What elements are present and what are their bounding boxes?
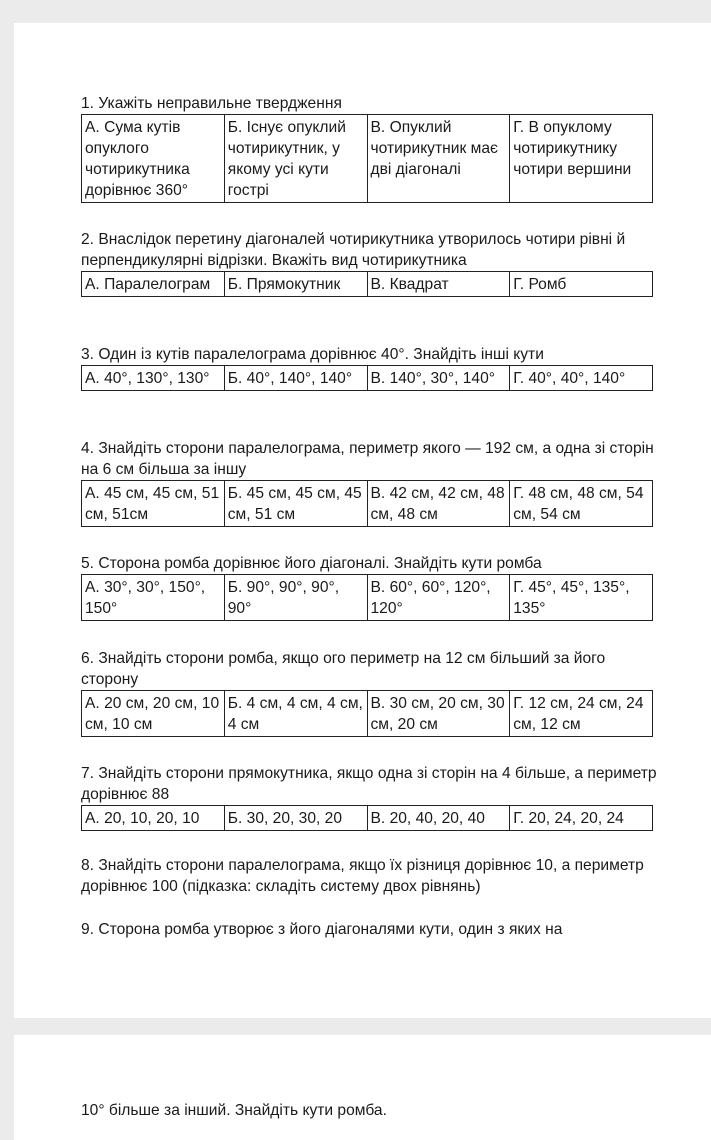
- option-c: В. 140°, 30°, 140°: [367, 366, 510, 391]
- question-1: [81, 93, 665, 203]
- question-5: [81, 553, 665, 621]
- option-a: А. 20 см, 20 см, 10 см, 10 см: [82, 691, 225, 737]
- option-b: Б. 40°, 140°, 140°: [224, 366, 367, 391]
- question-3: [81, 344, 665, 391]
- option-d: Г. 40°, 40°, 140°: [510, 366, 653, 391]
- option-a: А. 20, 10, 20, 10: [82, 806, 225, 831]
- question-6: [81, 648, 665, 737]
- question-text: 9. Сторона ромба утворює з його діагоналями кути, один з яких на: [81, 921, 563, 938]
- option-d: Г. 45°, 45°, 135°, 135°: [510, 575, 653, 621]
- option-d: Г. Ромб: [510, 272, 653, 297]
- question-2: [81, 229, 665, 297]
- option-b: Б. 90°, 90°, 90°, 90°: [224, 575, 367, 621]
- option-c: В. 42 см, 42 см, 48 см, 48 см: [367, 481, 510, 527]
- option-a: А. 45 см, 45 см, 51 см, 51см: [82, 481, 225, 527]
- document-page-2: [14, 1035, 711, 1140]
- option-c: В. 60°, 60°, 120°, 120°: [367, 575, 510, 621]
- option-c: В. 30 см, 20 см, 30 см, 20 см: [367, 691, 510, 737]
- question-text: 2. Внаслідок перетину діагоналей чотирикутника утворилось чотири рівні й перпендикулярні відрізки. Вкажіть вид чотирикутника: [81, 231, 626, 269]
- options-table: [81, 690, 653, 737]
- options-table: [81, 365, 653, 391]
- option-a: А. Паралелограм: [82, 272, 225, 297]
- options-table: [81, 114, 653, 203]
- question-7: [81, 763, 665, 831]
- question-9-continuation: 10° більше за інший. Знайдіть кути ромба.: [81, 1102, 387, 1119]
- option-c: В. Квадрат: [367, 272, 510, 297]
- question-9: [81, 919, 665, 940]
- options-table: [81, 480, 653, 527]
- question-text: 5. Сторона ромба дорівнює його діагоналі. Знайдіть кути ромба: [81, 555, 542, 572]
- question-text: 1. Укажіть неправильне твердження: [81, 95, 342, 112]
- option-c: В. Опуклий чотирикутник має дві діагоналі: [367, 115, 510, 203]
- question-text: 4. Знайдіть сторони паралелограма, периметр якого — 192 см, а одна зі сторін на 6 см більша за іншу: [81, 440, 654, 478]
- option-c: В. 20, 40, 20, 40: [367, 806, 510, 831]
- question-text: 3. Один із кутів паралелограма дорівнює 40°. Знайдіть інші кути: [81, 346, 544, 363]
- option-a: А. 40°, 130°, 130°: [82, 366, 225, 391]
- option-b: Б. 30, 20, 30, 20: [224, 806, 367, 831]
- question-4: [81, 438, 665, 527]
- option-d: Г. 20, 24, 20, 24: [510, 806, 653, 831]
- option-d: Г. В опуклому чотирикутнику чотири вершини: [510, 115, 653, 203]
- option-b: Б. Існує опуклий чотирикутник, у якому усі кути гострі: [224, 115, 367, 203]
- options-table: [81, 574, 653, 621]
- option-a: А. Сума кутів опуклого чотирикутника дорівнює 360°: [82, 115, 225, 203]
- options-table: [81, 805, 653, 831]
- option-d: Г. 48 см, 48 см, 54 см, 54 см: [510, 481, 653, 527]
- document-page-1: [14, 23, 711, 1018]
- option-d: Г. 12 см, 24 см, 24 см, 12 см: [510, 691, 653, 737]
- question-text: 6. Знайдіть сторони ромба, якщо ого периметр на 12 см більший за його сторону: [81, 650, 606, 688]
- question-text: 7. Знайдіть сторони прямокутника, якщо одна зі сторін на 4 більше, а периметр дорівнює 88: [81, 765, 657, 803]
- option-b: Б. 45 см, 45 см, 45 см, 51 см: [224, 481, 367, 527]
- option-b: Б. 4 см, 4 см, 4 см, 4 см: [224, 691, 367, 737]
- option-a: А. 30°, 30°, 150°, 150°: [82, 575, 225, 621]
- question-text: 8. Знайдіть сторони паралелограма, якщо їх різниця дорівнює 10, а периметр дорівнює 100 (підказка: складіть систему двох рівнянь): [81, 857, 644, 895]
- question-8: [81, 855, 665, 897]
- option-b: Б. Прямокутник: [224, 272, 367, 297]
- options-table: [81, 271, 653, 297]
